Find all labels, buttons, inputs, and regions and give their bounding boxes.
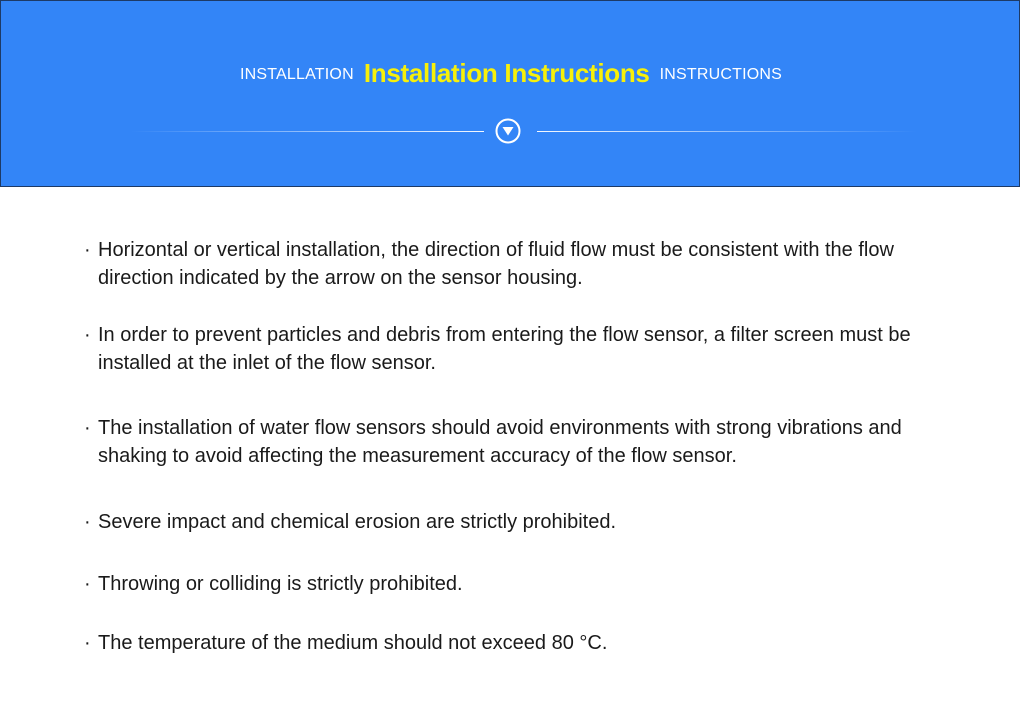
bullet-dot: ·	[84, 417, 91, 439]
bullet-dot: ·	[84, 573, 91, 595]
title-left-label: INSTALLATION	[240, 65, 354, 83]
page-title: Installation Instructions	[363, 57, 650, 88]
instruction-text: The installation of water flow sensors should avoid environments with strong vibrations and shaking to avoid affecting the measurement accuracy of the flow sensor.	[98, 417, 902, 467]
header-banner	[0, 0, 1020, 187]
divider-right	[537, 131, 917, 132]
bullet-dot: ·	[84, 239, 91, 261]
title-right-label: INSTRUCTIONS	[659, 65, 782, 83]
divider-left	[131, 131, 484, 132]
list-item	[84, 321, 964, 377]
title-row	[1, 53, 1020, 93]
list-item	[84, 236, 964, 292]
instruction-text: Severe impact and chemical erosion are strictly prohibited.	[98, 511, 617, 533]
bullet-dot: ·	[84, 632, 91, 654]
instruction-text: Throwing or colliding is strictly prohibited.	[98, 573, 463, 595]
list-item	[84, 508, 964, 536]
list-item	[84, 414, 964, 470]
instruction-text: Horizontal or vertical installation, the direction of fluid flow must be consistent with the flow direction indicated by the arrow on the sensor housing.	[98, 239, 894, 289]
list-item	[84, 570, 964, 598]
bullet-dot: ·	[84, 511, 91, 533]
instruction-text: The temperature of the medium should not exceed 80 °C.	[98, 632, 608, 654]
chevron-down-circle-icon	[495, 118, 521, 144]
bullet-dot: ·	[84, 324, 91, 346]
list-item	[84, 629, 964, 657]
instruction-text: In order to prevent particles and debris from entering the flow sensor, a filter screen must be installed at the inlet of the flow sensor.	[98, 324, 911, 374]
